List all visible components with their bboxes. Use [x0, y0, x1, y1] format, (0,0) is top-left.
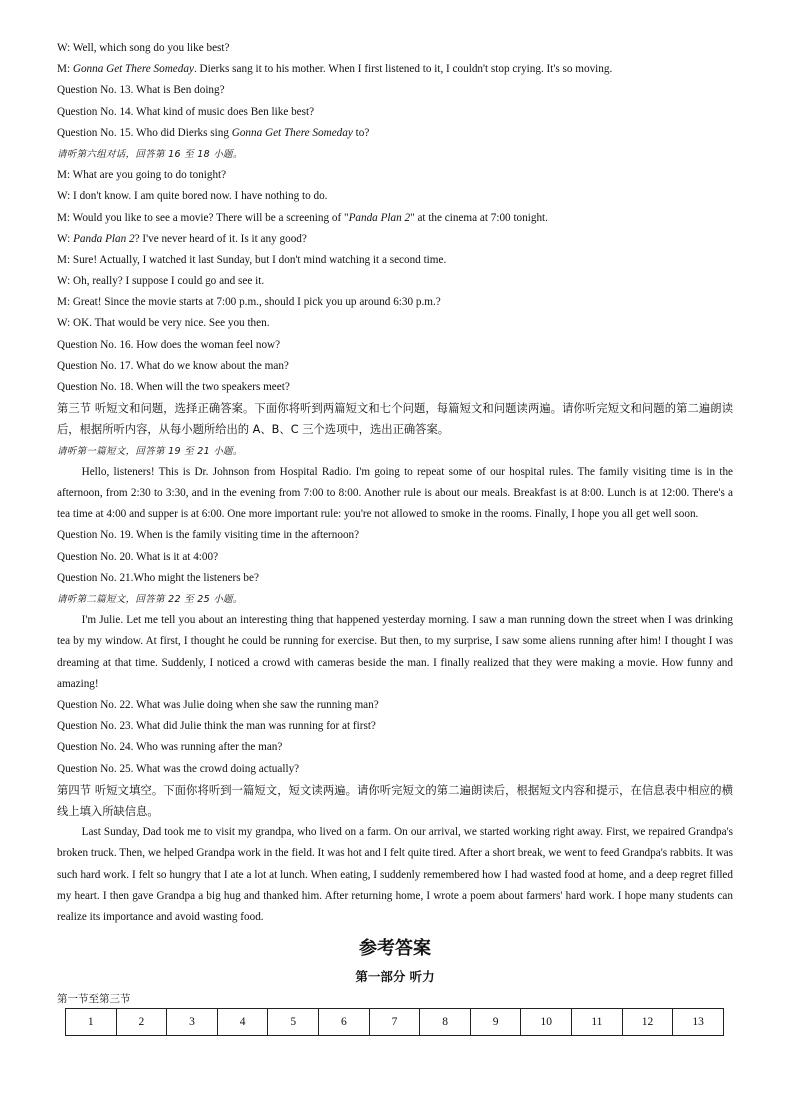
line-text: M:	[57, 63, 73, 76]
question-24: Question No. 24. Who was running after the man?	[57, 741, 283, 754]
song-or-movie-title: Gonna Get There Someday	[72, 63, 194, 76]
dialogue-five-tail	[57, 38, 733, 144]
dialogue-line	[57, 250, 733, 271]
line-text: M: Sure! Actually, I watched it last Sunday, but I don't mind watching it a second time.	[57, 253, 447, 266]
passage-one: Hello, listeners! This is Dr. Johnson from Hospital Radio. I'm going to repeat some of our hospital rules. The family visiting time is in the afternoon, from 2:30 to 3:30, and in the evening from 7:00 to 8:00. Another rule is about our meals. Breakfast is at 8:00. Lunch is at 12:00. There's a tea time at 4:00 and supper is at 6:00. One more important rule: you're not allowed to smoke in the rooms. Finally, I hope you all get well soon.	[57, 465, 733, 521]
dialogue-line	[57, 292, 733, 313]
section-three-heading: 第三节 听短文和问题，选择正确答案。下面你将听到两篇短文和七个问题，每篇短文和问题读两遍。请你听完短文和问题的第二遍朗读后，根据所听内容，从每小题所给出的 A、B、C 三个选项中，选出正确答案。	[57, 402, 733, 437]
answer-number: 8	[420, 1009, 471, 1036]
dialogue-line	[57, 186, 733, 207]
dialogue-line	[57, 271, 733, 292]
line-text: M: What are you going to do tonight?	[57, 169, 227, 182]
line-text: M: Would you like to see a movie? There will be a screening of "	[57, 211, 349, 224]
line-text: M: Great! Since the movie starts at 7:00 p.m., should I pick you up around 6:30 p.m.?	[57, 296, 441, 309]
line-text: Question No. 13. What is Ben doing?	[57, 84, 225, 97]
answer-number: 4	[217, 1009, 268, 1036]
answer-number: 1	[66, 1009, 117, 1036]
questions-passage-two	[57, 695, 733, 780]
dialogue-line	[57, 313, 733, 334]
answer-number: 13	[673, 1009, 724, 1036]
line-text: W: I don't know. I am quite bored now. I have nothing to do.	[57, 190, 328, 203]
answer-number: 7	[369, 1009, 420, 1036]
line-text: " at the cinema at 7:00 tonight.	[410, 211, 548, 224]
line-text: . Dierks sang it to his mother. When I first listened to it, I couldn't stop crying. It's so moving.	[193, 63, 613, 76]
song-or-movie-title: Panda Plan 2	[73, 232, 135, 245]
question-20: Question No. 20. What is it at 4:00?	[57, 550, 219, 563]
line-text: ? I've never heard of it. Is it any good?	[134, 232, 307, 245]
dialogue-line	[57, 377, 733, 398]
dialogue-line	[57, 229, 733, 250]
answer-number: 11	[572, 1009, 623, 1036]
question-25: Question No. 25. What was the crowd doing actually?	[57, 762, 300, 775]
document-page	[57, 38, 733, 1036]
answer-key-title: 参考答案	[359, 938, 431, 960]
line-text: W:	[57, 232, 74, 245]
line-text: to?	[352, 126, 370, 139]
line-text: Question No. 17. What do we know about the man?	[57, 359, 289, 372]
line-text: W: Well, which song do you like best?	[57, 42, 230, 54]
dialogue-line	[57, 208, 733, 229]
dialogue-line	[57, 59, 733, 80]
line-text: Question No. 15. Who did Dierks sing	[57, 126, 232, 139]
passage-three: Last Sunday, Dad took me to visit my grandpa, who lived on a farm. On our arrival, we started working right away. First, we repaired Grandpa's broken truck. Then, we helped Grandpa work in the field. It was hot and I felt quite tired. After a short break, we went to feed Grandpa's rabbits. It was such hard work. I felt so hungry that I ate a lot at lunch. When eating, I suddenly remembered how I had wasted food at home, and a deep regret filled my heart. I then gave Grandpa a big hug and thanked him. After returning home, I wrote a poem about farmers' hard work. I hope many students can realize its importance and avoid wasting food.	[57, 826, 733, 923]
line-text: Question No. 16. How does the woman feel now?	[57, 338, 281, 351]
dialogue-line	[57, 356, 733, 377]
line-text: Question No. 18. When will the two speakers meet?	[57, 381, 290, 393]
question-23: Question No. 23. What did Julie think the man was running for at first?	[57, 720, 376, 733]
question-19: Question No. 19. When is the family visiting time in the afternoon?	[57, 529, 360, 542]
dialogue-line	[57, 80, 733, 101]
dialogue-line	[57, 335, 733, 356]
answer-number: 5	[268, 1009, 319, 1036]
answer-number: 6	[319, 1009, 370, 1036]
answer-number: 2	[116, 1009, 167, 1036]
dialogue-line	[57, 165, 733, 186]
question-21: Question No. 21.Who might the listeners be?	[57, 571, 259, 584]
instruction-dialogue-six: 请听第六组对话，回答第 16 至 18 小题。	[57, 148, 243, 160]
song-or-movie-title: Gonna Get There Someday	[231, 126, 353, 139]
dialogue-line	[57, 123, 733, 144]
answer-number: 3	[167, 1009, 218, 1036]
answer-table	[65, 1008, 724, 1036]
line-text: Question No. 14. What kind of music does Ben like best?	[57, 105, 315, 118]
questions-passage-one	[57, 525, 733, 589]
question-22: Question No. 22. What was Julie doing when she saw the running man?	[57, 698, 379, 711]
instruction-passage-one: 请听第一篇短文，回答第 19 至 21 小题。	[57, 445, 243, 457]
answer-number: 9	[470, 1009, 521, 1036]
song-or-movie-title: Panda Plan 2	[348, 211, 411, 224]
instruction-passage-two: 请听第二篇短文，回答第 22 至 25 小题。	[57, 593, 243, 605]
section-four-heading: 第四节 听短文填空。下面你将听到一篇短文，短文读两遍。请你听完短文的第二遍朗读后，根据短文内容和提示，在信息表中相应的横线上填入所缺信息。	[57, 783, 733, 818]
line-text: W: OK. That would be very nice. See you then.	[57, 317, 270, 330]
answer-table-header-row	[66, 1009, 724, 1036]
passage-two: I'm Julie. Let me tell you about an interesting thing that happened yesterday morning. I saw a man running down the street when I was drinking tea by my window. At first, I thought he could be running for exercise. But then, to my surprise, I saw some aliens running after him! I thought I was dreaming at that time. Suddenly, I noticed a crowd with cameras beside the man. I finally realized that they were making a movie. How funny and amazing!	[57, 614, 733, 690]
line-text: W: Oh, really? I suppose I could go and see it.	[57, 275, 265, 288]
dialogue-six	[57, 165, 733, 398]
sections-one-to-three-label: 第一节至第三节	[57, 993, 131, 1006]
answer-number: 12	[622, 1009, 673, 1036]
answer-number: 10	[521, 1009, 572, 1036]
dialogue-line	[57, 102, 733, 123]
dialogue-line	[57, 38, 733, 59]
part-one-title: 第一部分 听力	[355, 969, 435, 985]
